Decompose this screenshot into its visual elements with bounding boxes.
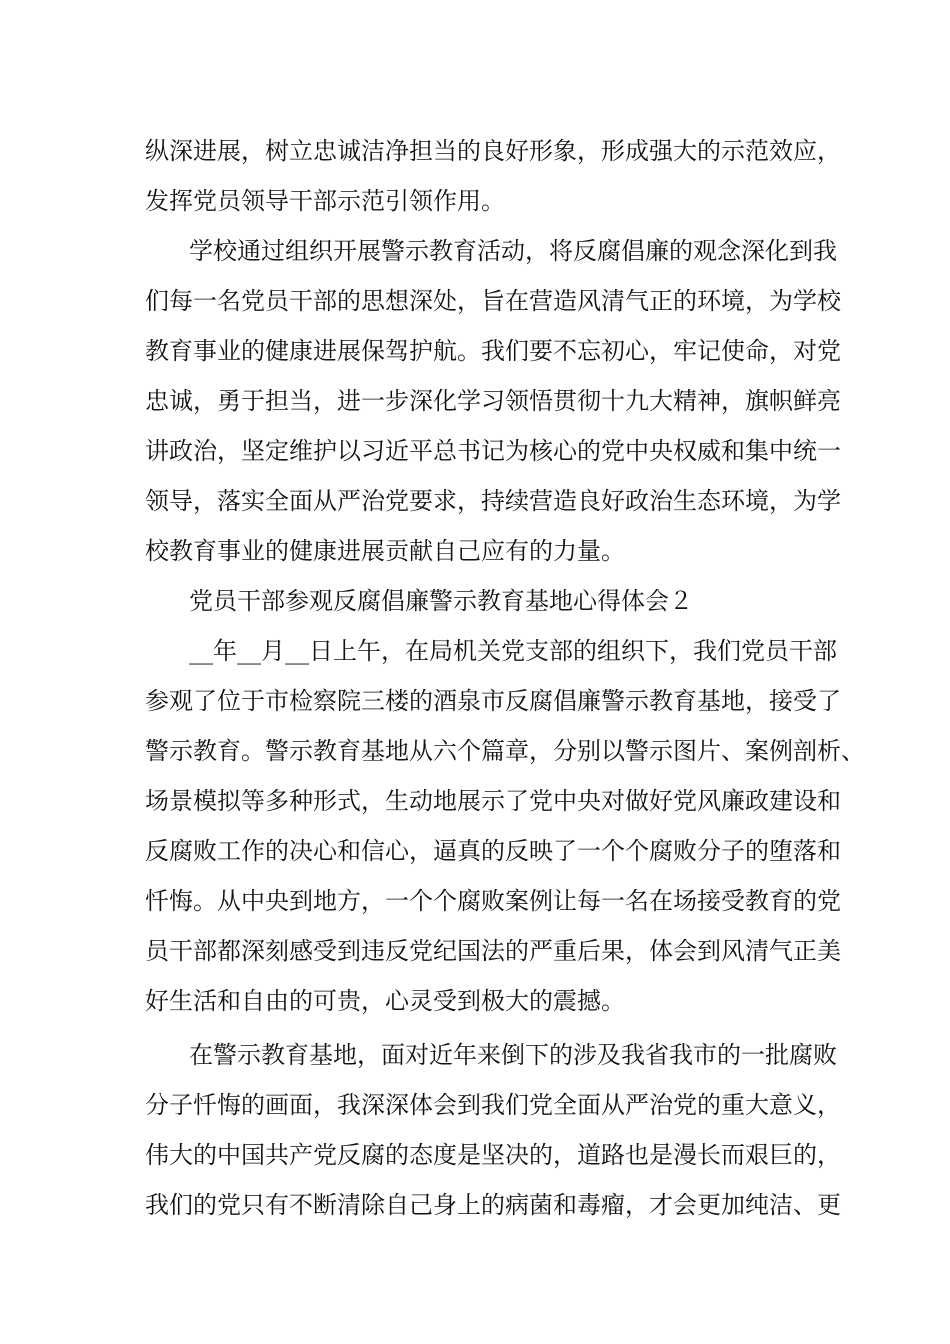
text-line: 忠诚，勇于担当，进一步深化学习领悟贯彻十九大精神，旗帜鲜亮 xyxy=(145,387,841,415)
document-body xyxy=(145,126,865,1230)
section-heading xyxy=(145,576,825,626)
text-line: 教育事业的健康进展保驾护航。我们要不忘初心，牢记使命，对党 xyxy=(145,337,841,365)
text-line xyxy=(145,226,837,276)
text-line: 们每一名党员干部的思想深处，旨在营造风清气正的环境，为学校 xyxy=(145,287,841,315)
text-line: 好生活和自由的可贵，心灵受到极大的震撼。 xyxy=(145,987,625,1015)
text-line: 伟大的中国共产党反腐的态度是坚决的，道路也是漫长而艰巨的， xyxy=(145,1141,841,1169)
paragraph-start: __年__月__日上午，在局机关党支部的组织下，我们党员干部 xyxy=(189,637,837,665)
text-line xyxy=(145,626,837,676)
text-line: 讲政治，坚定维护以习近平总书记为核心的党中央权威和集中统一 xyxy=(145,437,841,465)
text-line: 分子忏悔的画面，我深深体会到我们党全面从严治党的重大意义， xyxy=(145,1091,841,1119)
section-title: 党员干部参观反腐倡廉警示教育基地心得体会２ xyxy=(189,587,693,615)
text-line: 警示教育。警示教育基地从六个篇章，分别以警示图片、案例剖析、 xyxy=(145,737,865,765)
text-line: 反腐败工作的决心和信心，逼真的反映了一个个腐败分子的堕落和 xyxy=(145,837,841,865)
text-line: 我们的党只有不断清除自己身上的病菌和毒瘤，才会更加纯洁、更 xyxy=(145,1191,841,1219)
text-line xyxy=(145,1030,837,1080)
text-line: 发挥党员领导干部示范引领作用。 xyxy=(145,187,505,215)
text-line: 领导，落实全面从严治党要求，持续营造良好政治生态环境，为学 xyxy=(145,487,841,515)
text-line: 忏悔。从中央到地方，一个个腐败案例让每一名在场接受教育的党 xyxy=(145,887,841,915)
text-line: 纵深进展，树立忠诚洁净担当的良好形象，形成强大的示范效应， xyxy=(145,137,841,165)
paragraph-start: 在警示教育基地，面对近年来倒下的涉及我省我市的一批腐败 xyxy=(189,1041,837,1069)
paragraph-start: 学校通过组织开展警示教育活动，将反腐倡廉的观念深化到我 xyxy=(189,237,837,265)
text-line: 校教育事业的健康进展贡献自己应有的力量。 xyxy=(145,537,625,565)
text-line: 场景模拟等多种形式，生动地展示了党中央对做好党风廉政建设和 xyxy=(145,787,841,815)
text-line: 参观了位于市检察院三楼的酒泉市反腐倡廉警示教育基地，接受了 xyxy=(145,687,841,715)
text-line: 员干部都深刻感受到违反党纪国法的严重后果，体会到风清气正美 xyxy=(145,937,841,965)
